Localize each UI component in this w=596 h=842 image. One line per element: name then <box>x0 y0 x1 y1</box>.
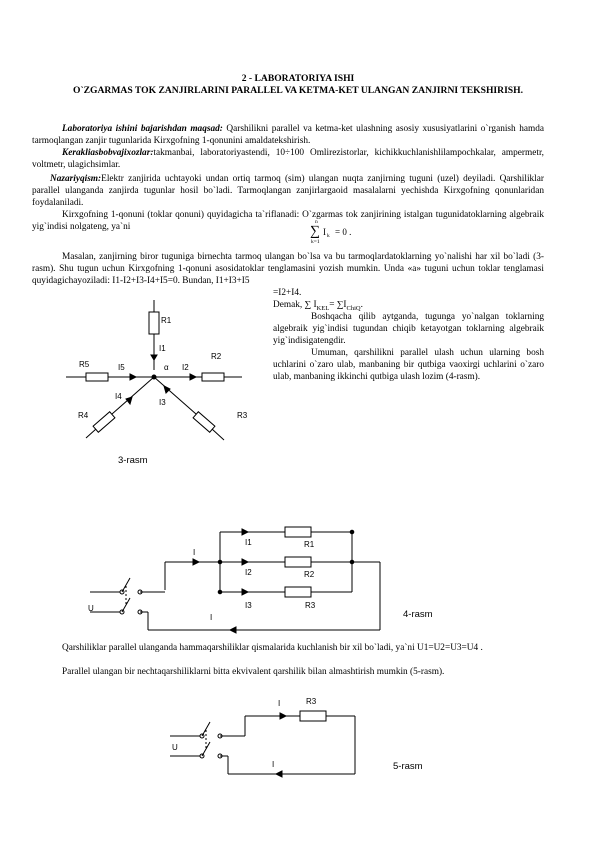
resistor-r4 <box>93 412 115 432</box>
formula-sum-top: n <box>315 219 318 225</box>
branch-r3-wire <box>154 377 196 414</box>
arrow-i1-fig4 <box>242 529 248 535</box>
resistor-r3-fig5 <box>300 711 326 721</box>
fig4-caption: 4-rasm <box>403 609 433 620</box>
resistor-r1-fig4 <box>285 527 311 537</box>
lab-number: 2 - LABORATORIYA ISHI <box>241 73 355 84</box>
node-right-top <box>350 530 354 534</box>
demak-sub-chiq: ChiQ <box>346 304 361 312</box>
fig4-label-i1: I1 <box>245 538 252 547</box>
fig3-label-i2: I2 <box>182 363 189 372</box>
fig4-label-r2: R2 <box>304 570 315 579</box>
arrow-i1 <box>151 355 157 360</box>
resistor-r2-fig4 <box>285 557 311 567</box>
demak-suffix: . <box>360 300 363 310</box>
arrow-i-fig5 <box>280 713 286 719</box>
fig4-label-i2: I2 <box>245 568 252 577</box>
arrow-i5 <box>130 374 136 380</box>
kirchhoff-formula <box>308 219 368 252</box>
fig3-label-i1: I1 <box>159 344 166 353</box>
theory-text-1: Elektr zanjirida uchtayoki undan ortiq tarmoq (sim) ulangan nuqta zanjirning tuguni (uzel) deyiladi. Qarshiliklar parallel ulanganda zanjirda tugunlar hosil bo`ladi. Tarmoqlangan zanjirlargaoid masalalarni yechishda Kirxgofning qonunlaridan foydalaniladi. <box>32 174 544 208</box>
branch-r3-end-wire <box>212 429 224 440</box>
fig5-caption: 5-rasm <box>393 761 423 772</box>
fig4-label-u: U <box>88 604 94 613</box>
fig3-label-r4: R4 <box>78 411 89 420</box>
fig3-label-i4: I4 <box>115 392 122 401</box>
fig4-label-i3: I3 <box>245 601 252 610</box>
arrow-i2-fig4 <box>242 559 248 565</box>
figure-3-diagram <box>60 298 260 444</box>
theory-paragraph-2 <box>32 209 544 233</box>
equipment-paragraph <box>32 147 544 171</box>
arrow-i-return-fig4 <box>230 627 236 633</box>
node-a <box>152 375 156 379</box>
equation-1: I1-I2+I3-I4+I5=0. Bundan, I1+I3+I5 <box>112 276 250 286</box>
fig5-label-u: U <box>172 743 178 752</box>
fig3-label-i5: I5 <box>118 363 125 372</box>
fig3-caption: 3-rasm <box>118 455 148 466</box>
fig5-switch-blade-2 <box>202 742 210 756</box>
arrow-i3 <box>164 386 170 393</box>
arrow-i4 <box>126 397 132 404</box>
demak-mid: = ∑I <box>329 300 347 310</box>
fig3-label-r2: R2 <box>211 352 222 361</box>
fig5-switch-blade-1 <box>202 722 210 736</box>
fig4-label-i: I <box>193 548 196 557</box>
formula-sub: k <box>327 233 330 239</box>
resistor-r3-fig4 <box>285 587 311 597</box>
resistor-r2 <box>202 373 224 381</box>
fig5-label-i-bottom: I <box>272 760 275 769</box>
page-title: O`ZGARMAS TOK ZANJIRLARINI PARALLEL VA KETMA-KET ULANGAN ZANJIRNI TEKSHIRISH. <box>72 85 524 96</box>
aim-text: Qarshilikni parallel va ketma-ket ulashning asosiy xususiyatlarini o`rganish hamda tarmoqlangan zanjir tugunlarida Kirxgofning 1-qonunini amaldatekshirish. <box>32 124 544 146</box>
resistor-r3 <box>193 412 215 432</box>
fig3-label-node: α <box>164 363 169 372</box>
arrow-i3-fig4 <box>242 589 248 595</box>
branch-r4-end-wire <box>86 429 96 438</box>
fig5-label-i: I <box>278 699 281 708</box>
fig3-label-r5: R5 <box>79 360 90 369</box>
fig4-label-r1: R1 <box>304 540 315 549</box>
switch-blade-2 <box>122 598 130 612</box>
equipment-label: Kerakliasbobvajixozlar: <box>62 148 154 158</box>
equation-2: =I2+I4. <box>273 288 302 298</box>
arrow-i2 <box>190 374 196 380</box>
node-left-bottom <box>218 590 222 594</box>
theory-text-3: Masalan, zanjirning biror tuguniga birnechta tarmoq ulangan bo`lsa va bu tarmoqlardatoklarning yo`nalishi har xil bo`ladi (3-rasm). Shu tugun uchun Kirxgofning 1-qonuni asosidatoklar tenglamasini yozish mumkin. Unda «a» tuguni uchun toklar tenglamasi quyidagichayoziladi: <box>32 252 544 286</box>
theory-text-2: Kirxgofning 1-qonuni (toklar qonuni) quyidagicha ta`riflanadi: O`zgarmas tok zanjirining istalgan tugunidatoklarning algebraik yig`indisi nolgateng, ya`ni <box>32 210 544 232</box>
equipment-text: takmanbai, laboratoriyastendi, 10÷100 Omlirezistorlar, kichikkuchlanishlilampochkalar, ampermetr, voltmetr, ulagichsimlar. <box>32 148 544 170</box>
aim-paragraph <box>32 123 544 147</box>
formula-body: I <box>323 227 326 237</box>
theory-paragraph-5: Umuman, qarshilikni parallel ulash uchun ularning bosh uchlarini o`zaro ulab, manbaning bir qutbiga vaoxirgi uchlarini o`zaro ulab, manbaning ikkinchi qutbiga ulash lozim (4-rasm). <box>273 348 544 382</box>
theory-label: Nazariyqism: <box>50 174 102 184</box>
resistor-r1 <box>149 312 159 334</box>
resistor-r5 <box>86 373 108 381</box>
fig3-label-i3: I3 <box>159 398 166 407</box>
theory-paragraph-6: Qarshiliklar parallel ulanganda hammaqarshiliklar qismalarida kuchlanish bir xil bo`ladi, ya`ni U1=U2=U3=U4 . <box>62 643 483 653</box>
switch-blade-1 <box>122 578 130 592</box>
theory-paragraph-7: Parallel ulangan bir nechtaqarshiliklarni bitta ekvivalent qarshilik bilan almashtirish mumkin (5-rasm). <box>62 667 445 677</box>
formula-rhs: = 0 . <box>335 227 352 237</box>
fig5-label-r3: R3 <box>306 697 317 706</box>
theory-paragraph-4: Boshqacha qilib aytganda, tugunga yo`nalgan toklarning algebraik yig`indisi tugundan chiqib ketayotgan toklarning algebraik yig`indisigatengdir. <box>273 312 544 346</box>
sum-symbol: ∑ <box>310 224 320 239</box>
fig3-label-r1: R1 <box>161 316 172 325</box>
aim-label: Laboratoriya ishini bajarishdan maqsad: <box>62 124 223 134</box>
fig3-label-r3: R3 <box>237 411 248 420</box>
fig4-label-i-bottom: I <box>210 613 213 622</box>
arrow-i-return-fig5 <box>276 771 282 777</box>
theory-paragraph-1 <box>32 173 544 209</box>
demak-prefix: Demak, ∑ I <box>273 300 317 310</box>
fig4-label-r3: R3 <box>305 601 316 610</box>
formula-sum-bottom: k=1 <box>311 239 320 245</box>
figure-5-diagram <box>170 706 370 782</box>
theory-paragraph-3 <box>32 251 544 287</box>
arrow-i-fig4 <box>193 559 199 565</box>
demak-sub-kel: KEL <box>316 304 330 312</box>
